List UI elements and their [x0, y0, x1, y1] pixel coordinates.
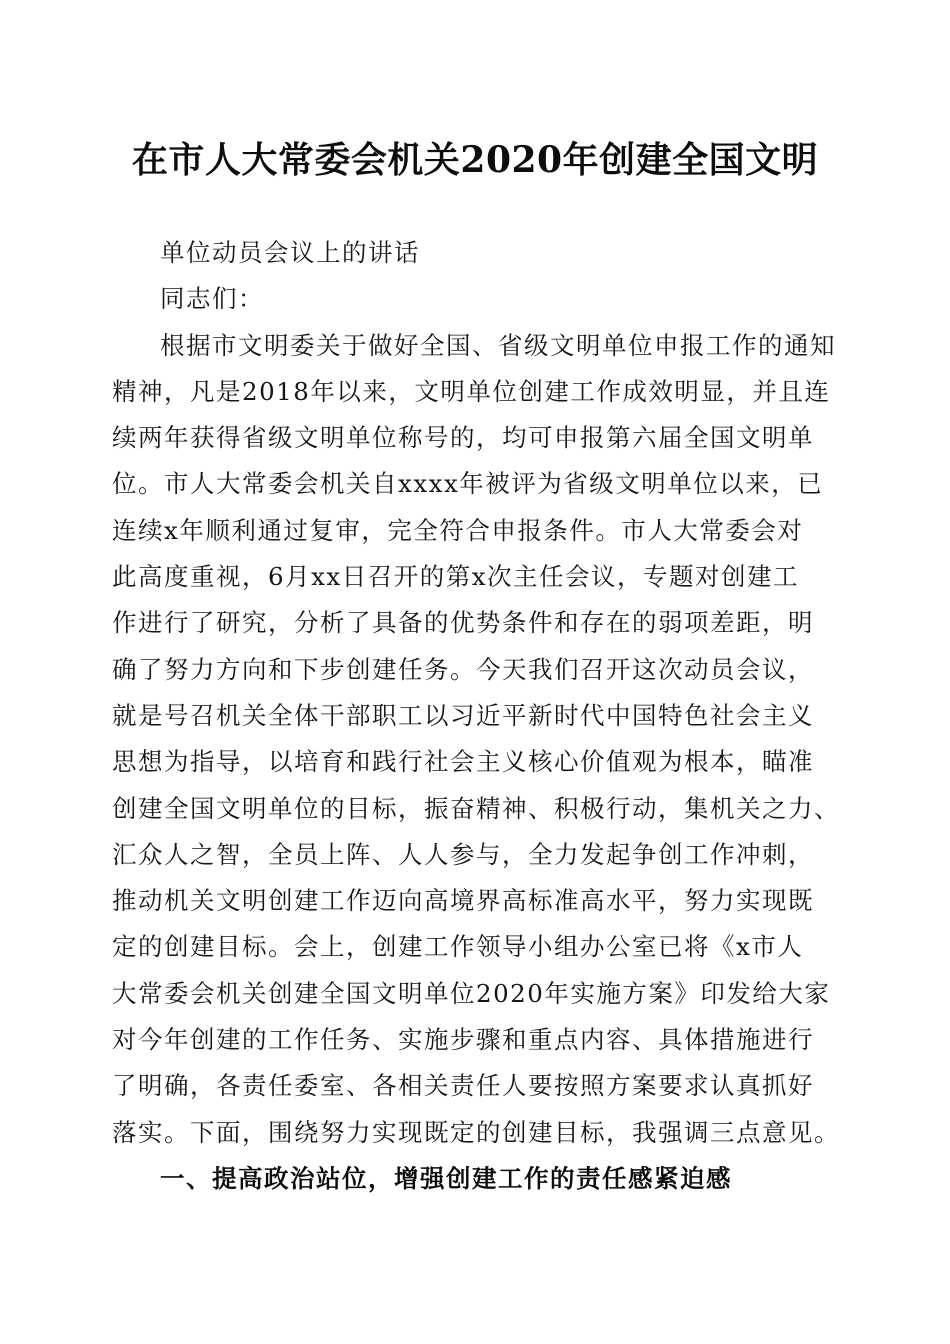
- salutation: 同志们：: [160, 284, 264, 314]
- paragraph-line: 对今年创建的工作任务、实施步骤和重点内容、具体措施进行: [112, 1025, 814, 1055]
- paragraph-line: 大常委会机关创建全国文明单位2020年实施方案》印发给大家: [112, 978, 831, 1008]
- paragraph-line: 此高度重视，6月xx日召开的第x次主任会议，专题对创建工: [112, 562, 800, 592]
- paragraph-line: 根据市文明委关于做好全国、省级文明单位申报工作的通知: [160, 330, 836, 360]
- paragraph-line: 作进行了研究，分析了具备的优势条件和存在的弱项差距，明: [112, 608, 814, 638]
- paragraph-line: 定的创建目标。会上，创建工作领导小组办公室已将《x市人: [112, 932, 804, 962]
- paragraph-line: 位。市人大常委会机关自xxxx年被评为省级文明单位以来，已: [112, 469, 824, 499]
- paragraph-line: 精神，凡是2018年以来，文明单位创建工作成效明显，并且连: [112, 376, 831, 406]
- paragraph-line: 思想为指导，以培育和践行社会主义核心价值观为根本，瞄准: [112, 747, 814, 777]
- paragraph-line: 确了努力方向和下步创建任务。今天我们召开这次动员会议，: [112, 654, 814, 684]
- document-body: [112, 230, 842, 1202]
- paragraph-line: 落实。下面，围绕努力实现既定的创建目标，我强调三点意见。: [112, 1117, 840, 1147]
- paragraph-line: 汇众人之智，全员上阵、人人参与，全力发起争创工作冲刺，: [112, 839, 814, 869]
- document-title: 在市人大常委会机关2020年创建全国文明: [131, 139, 819, 181]
- paragraph-line: 连续x年顺利通过复审，完全符合申报条件。市人大常委会对: [112, 515, 804, 545]
- paragraph-line: 了明确，各责任委室、各相关责任人要按照方案要求认真抓好: [112, 1071, 814, 1101]
- section-heading: 一、提高政治站位，增强创建工作的责任感紧迫感: [160, 1163, 732, 1193]
- paragraph-line: 创建全国文明单位的目标，振奋精神、积极行动，集机关之力、: [112, 793, 840, 823]
- paragraph-line: 推动机关文明创建工作迈向高境界高标准高水平，努力实现既: [112, 886, 814, 916]
- paragraph-line: 续两年获得省级文明单位称号的，均可申报第六届全国文明单: [112, 423, 814, 453]
- paragraph-line: 就是号召机关全体干部职工以习近平新时代中国特色社会主义: [112, 700, 814, 730]
- subtitle-line: 单位动员会议上的讲话: [160, 238, 420, 267]
